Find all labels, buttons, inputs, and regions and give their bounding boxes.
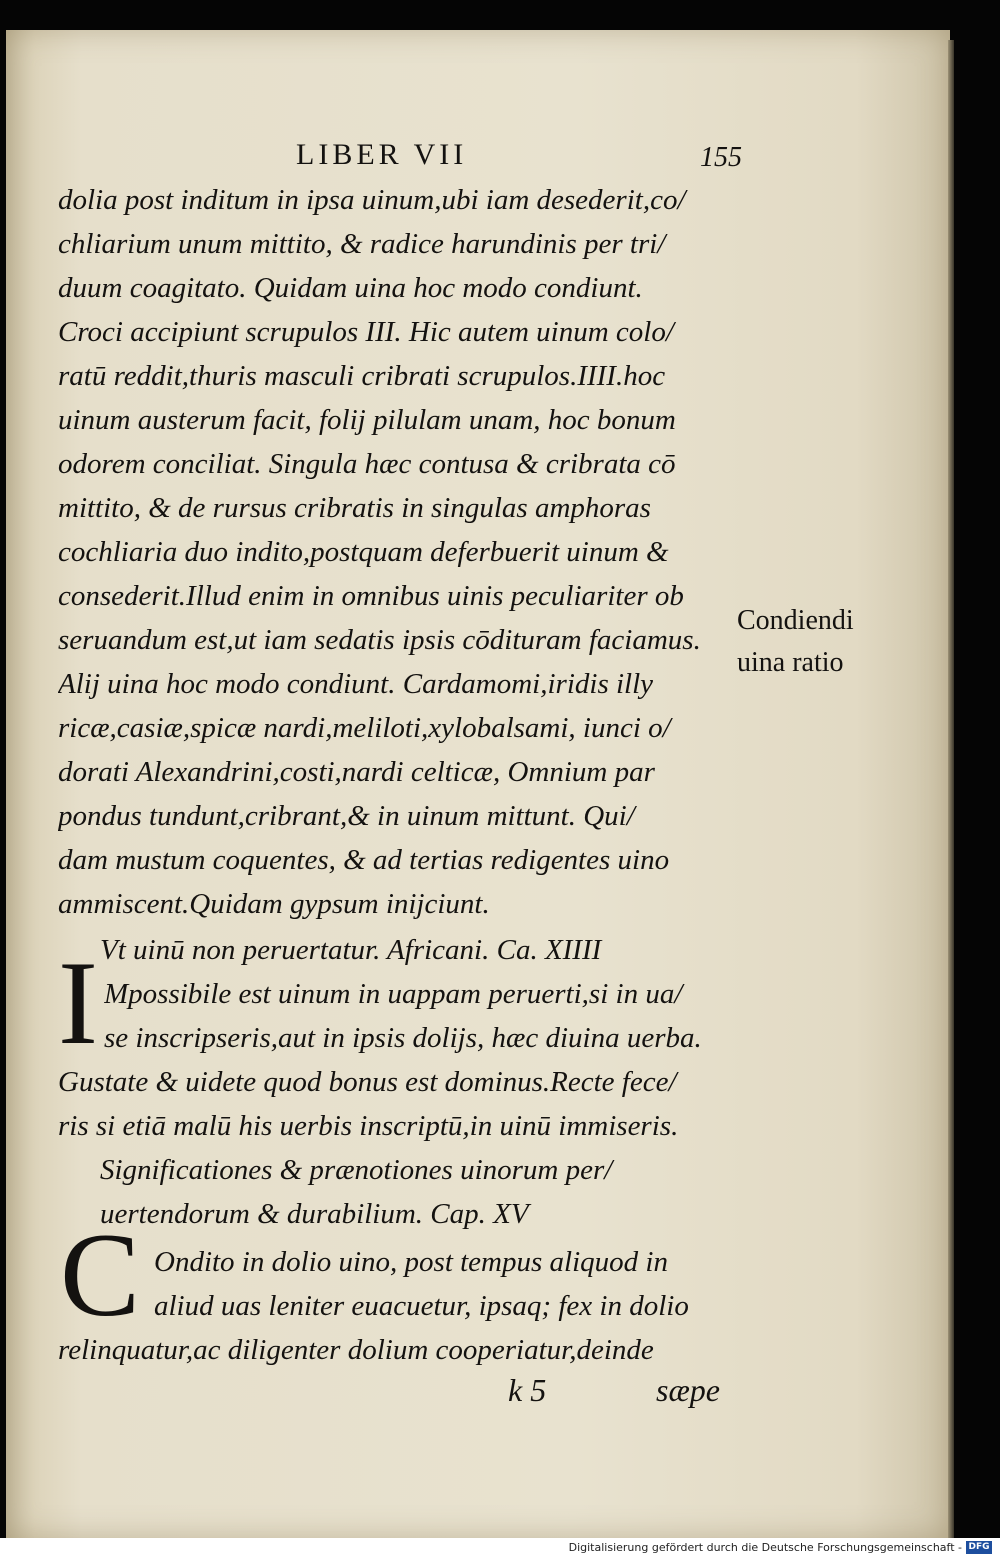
drop-cap: I	[58, 936, 98, 1069]
text-line: duum coagitato. Quidam uina hoc modo condiunt.	[58, 272, 643, 304]
text-line: ricæ,casiæ,spicæ nardi,meliloti,xylobalsami, iunci o/	[58, 712, 671, 744]
text-line: Gustate & uidete quod bonus est dominus.Recte fece/	[58, 1066, 677, 1098]
text-line: ammiscent.Quidam gypsum inijciunt.	[58, 888, 490, 920]
footer-bar	[0, 1538, 1000, 1558]
chapter-heading: uertendorum & durabilium. Cap. XV	[100, 1198, 529, 1230]
margin-note-line: Condiendi	[737, 605, 854, 636]
text-line: relinquatur,ac diligenter dolium cooperiatur,deinde	[58, 1334, 654, 1366]
text-line: cochliaria duo indito,postquam deferbuerit uinum &	[58, 536, 669, 568]
text-line: seruandum est,ut iam sedatis ipsis cōdituram faciamus.	[58, 624, 701, 656]
catchword: sæpe	[656, 1372, 720, 1408]
text-line: consederit.Illud enim in omnibus uinis peculiariter ob	[58, 580, 684, 612]
margin-note-line: uina ratio	[737, 647, 844, 678]
text-line: dorati Alexandrini,costi,nardi celticæ, Omnium par	[58, 756, 655, 788]
text-line: uinum austerum facit, folij pilulam unam, hoc bonum	[58, 404, 676, 436]
text-line: Alij uina hoc modo condiunt. Cardamomi,iridis illy	[58, 668, 654, 700]
text-line: Mpossibile est uinum in uappam peruerti,si in ua/	[104, 978, 683, 1010]
text-line: Ondito in dolio uino, post tempus aliquod in	[154, 1246, 668, 1278]
page-number: 155	[700, 142, 742, 173]
drop-cap: C	[60, 1208, 141, 1341]
catchline	[0, 1372, 1000, 1416]
text-line: odorem conciliat. Singula hæc contusa & cribrata cō	[58, 448, 676, 480]
page-edge	[948, 40, 954, 1538]
footer-credit: Digitalisierung gefördert durch die Deutsche Forschungsgemeinschaft -	[568, 1541, 962, 1554]
text-line: dam mustum coquentes, & ad tertias redigentes uino	[58, 844, 670, 876]
text-line: Croci accipiunt scrupulos III. Hic autem uinum colo/	[58, 316, 674, 348]
chapter-heading: Significationes & prænotiones uinorum per/	[100, 1154, 613, 1186]
dfg-logo: DFG	[966, 1541, 992, 1554]
text-line: ris si etiā malū his uerbis inscriptū,in uinū immiseris.	[58, 1110, 679, 1142]
text-line: se inscripseris,aut in ipsis dolijs, hæc diuina uerba.	[104, 1022, 702, 1054]
text-line: mittito, & de rursus cribratis in singulas amphoras	[58, 492, 651, 524]
book-title: LIBER VII	[296, 138, 468, 171]
text-line: pondus tundunt,cribrant,& in uinum mittunt. Qui/	[58, 800, 635, 832]
text-line: ratū reddit,thuris masculi cribrati scrupulos.IIII.hoc	[58, 360, 666, 392]
chapter-heading: Vt uinū non peruertatur. Africani. Ca. XIIII	[100, 934, 602, 966]
text-line: chliarium unum mittito, & radice harundinis per tri/	[58, 228, 666, 260]
signature-mark: k 5	[508, 1372, 547, 1408]
text-line: aliud uas leniter euacuetur, ipsaq; fex in dolio	[154, 1290, 689, 1322]
running-head	[0, 138, 1000, 178]
text-line: dolia post inditum in ipsa uinum,ubi iam desederit,co/	[58, 184, 686, 216]
